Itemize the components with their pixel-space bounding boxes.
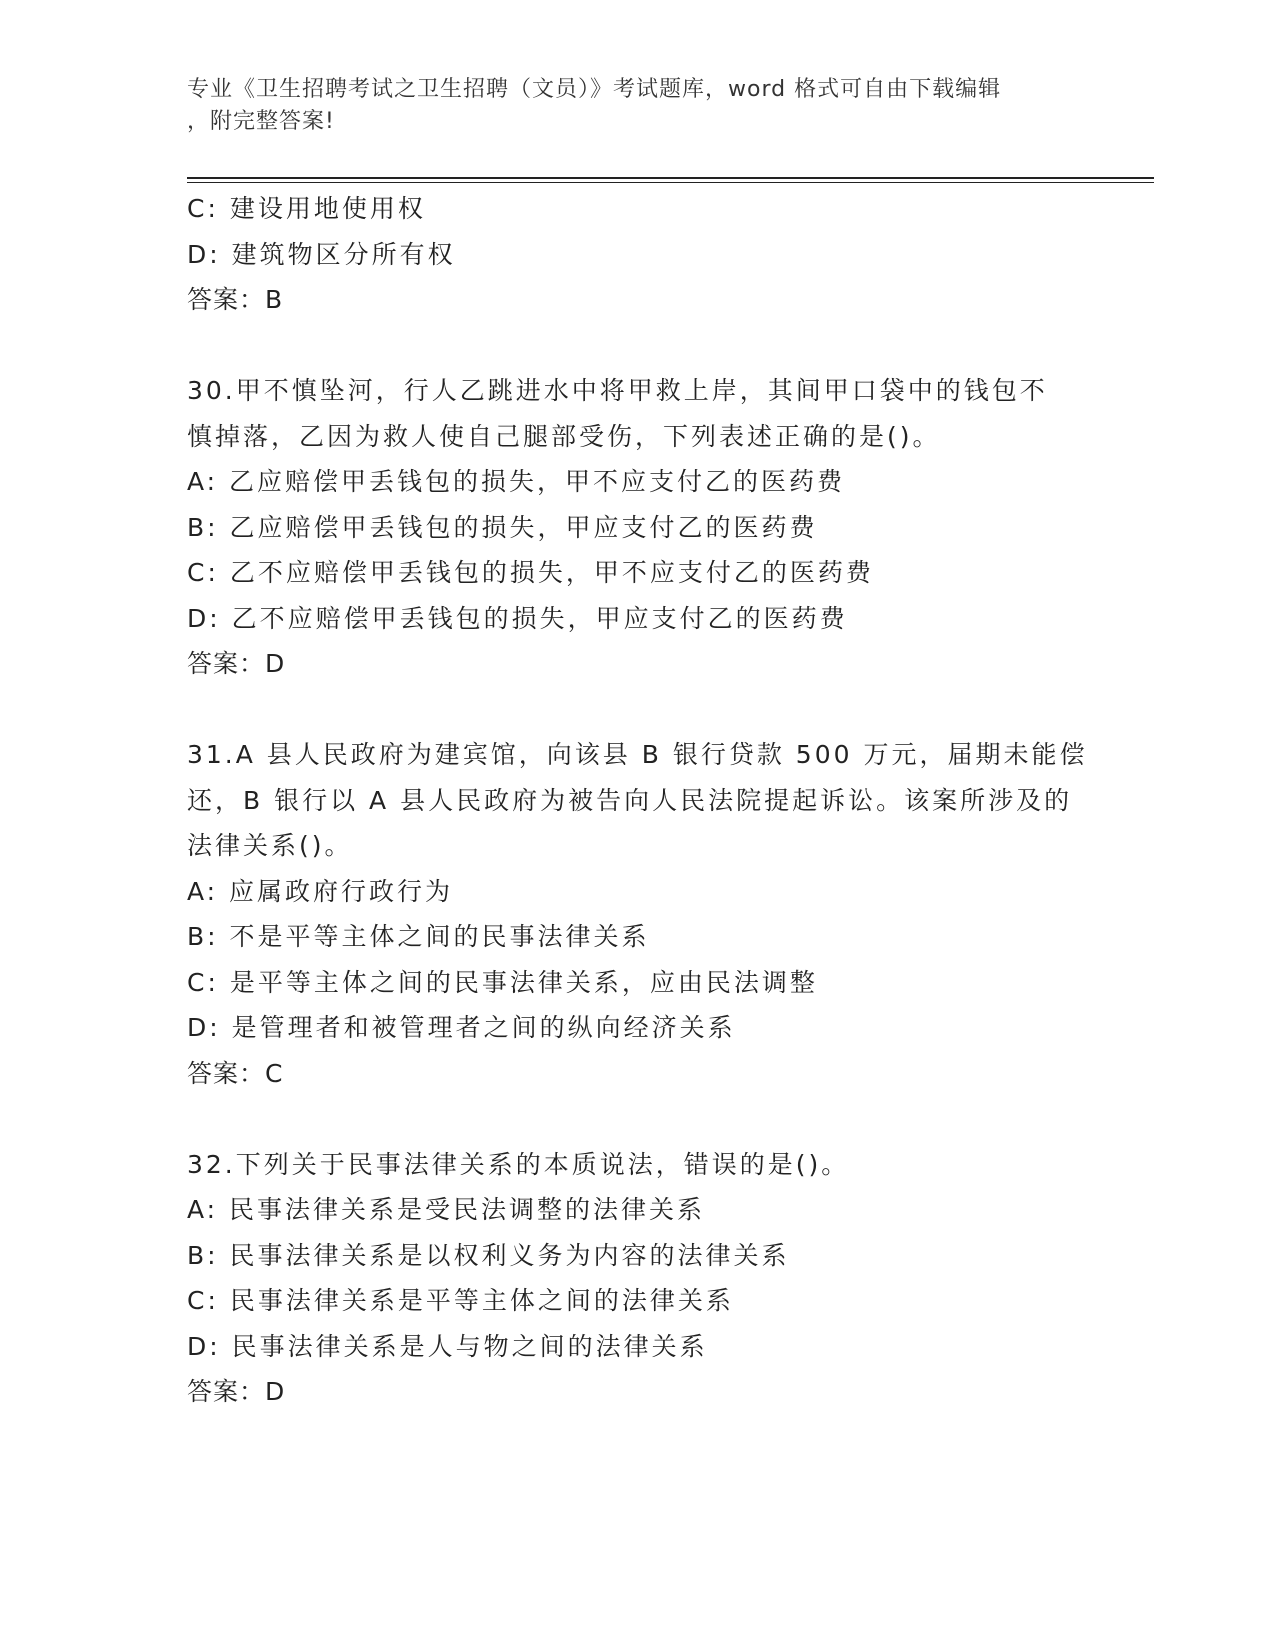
option-c: C: 乙不应赔偿甲丢钱包的损失，甲不应支付乙的医药费 — [187, 558, 874, 587]
option-c: C: 是平等主体之间的民事法律关系，应由民法调整 — [187, 967, 818, 997]
option-c: C: 建设用地使用权 — [187, 194, 426, 223]
question-stem: 还，B 银行以 A 县人民政府为被告向人民法院提起诉讼。该案所涉及的 — [187, 785, 1073, 815]
header-rule-thick — [187, 177, 1154, 179]
option-d: D: 是管理者和被管理者之间的纵向经济关系 — [187, 1013, 736, 1042]
question-stem: 31.A 县人民政府为建宾馆，向该县 B 银行贷款 500 万元，届期未能偿 — [187, 740, 1088, 769]
option-a: A: 乙应赔偿甲丢钱包的损失，甲不应支付乙的医药费 — [187, 467, 846, 496]
answer: 答案：D — [187, 649, 286, 678]
lead-question-fragment — [187, 186, 1147, 323]
option-d: D: 建筑物区分所有权 — [187, 239, 456, 269]
option-a: A: 应属政府行政行为 — [187, 876, 454, 906]
header-line-1: 专业《卫生招聘考试之卫生招聘（文员）》考试题库，word 格式可自由下载编辑 — [187, 77, 1002, 102]
option-b: B: 民事法律关系是以权利义务为内容的法律关系 — [187, 1240, 790, 1270]
option-b: B: 不是平等主体之间的民事法律关系 — [187, 922, 650, 951]
question-31 — [187, 732, 1147, 1096]
answer: 答案：B — [187, 285, 284, 314]
header-line-2: ，附完整答案! — [187, 109, 335, 134]
question-30 — [187, 368, 1147, 687]
option-a: A: 民事法律关系是受民法调整的法律关系 — [187, 1195, 706, 1224]
question-stem: 法律关系()。 — [187, 831, 353, 860]
question-stem: 32.下列关于民事法律关系的本质说法，错误的是()。 — [187, 1149, 850, 1179]
option-d: D: 民事法律关系是人与物之间的法律关系 — [187, 1331, 708, 1361]
option-d: D: 乙不应赔偿甲丢钱包的损失，甲应支付乙的医药费 — [187, 603, 848, 633]
option-b: B: 乙应赔偿甲丢钱包的损失，甲应支付乙的医药费 — [187, 512, 818, 542]
answer: 答案：D — [187, 1377, 286, 1406]
question-32 — [187, 1142, 1147, 1415]
question-stem: 30.甲不慎坠河，行人乙跳进水中将甲救上岸，其间甲口袋中的钱包不 — [187, 376, 1048, 405]
answer: 答案：C — [187, 1058, 284, 1088]
header-rule-thin — [187, 182, 1154, 183]
question-list — [187, 186, 1147, 1415]
question-stem: 慎掉落，乙因为救人使自己腿部受伤，下列表述正确的是()。 — [187, 421, 941, 451]
option-c: C: 民事法律关系是平等主体之间的法律关系 — [187, 1286, 734, 1315]
document-header — [187, 74, 1067, 138]
